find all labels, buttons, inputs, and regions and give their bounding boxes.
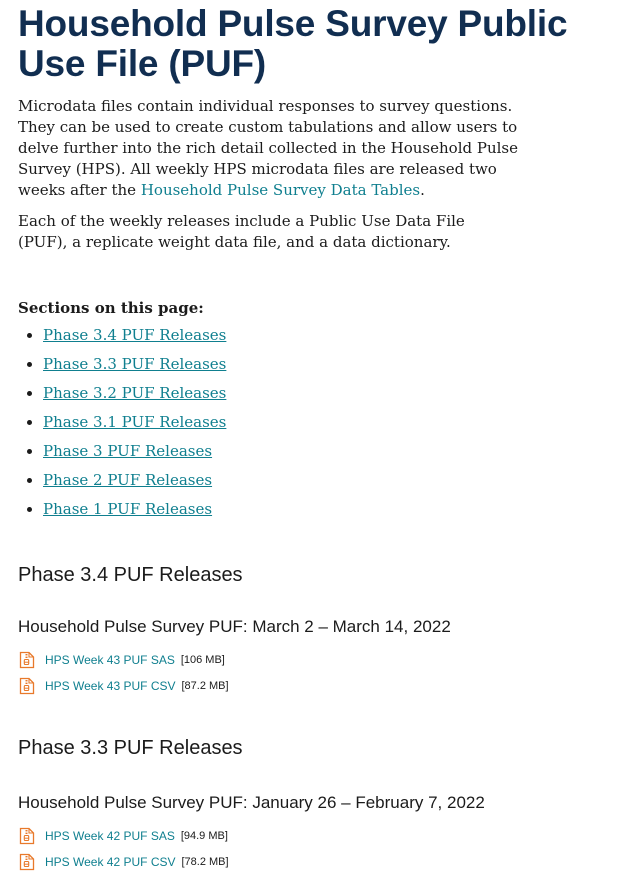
section-link-phase-3-1[interactable]: Phase 3.1 PUF Releases	[43, 413, 227, 431]
release-title: Household Pulse Survey PUF: January 26 – February 7, 2022	[18, 793, 485, 812]
phase-heading: Phase 3.3 PUF Releases	[18, 737, 243, 759]
section-link-item	[43, 354, 620, 383]
release-title: Household Pulse Survey PUF: March 2 – March 14, 2022	[18, 617, 451, 636]
data-tables-link[interactable]: Household Pulse Survey Data Tables	[140, 181, 421, 199]
file-size: [87.2 MB]	[181, 680, 229, 692]
section-link-item	[43, 470, 620, 499]
section-link-phase-3-4[interactable]: Phase 3.4 PUF Releases	[43, 326, 227, 344]
intro	[18, 96, 518, 253]
sections-label: Sections on this page:	[18, 299, 204, 317]
intro-paragraph-1	[18, 96, 518, 201]
intro-period: .	[420, 181, 425, 199]
file-size: [106 MB]	[180, 654, 225, 666]
zip-file-icon	[18, 677, 36, 695]
intro-paragraph-2: Each of the weekly releases include a Public Use Data File (PUF), a replicate weight data file, and a data dictionary.	[18, 212, 465, 251]
zip-file-icon	[18, 827, 36, 845]
section-link-item	[43, 499, 620, 528]
section-link-phase-3-3[interactable]: Phase 3.3 PUF Releases	[43, 355, 227, 373]
phase-heading: Phase 3.4 PUF Releases	[18, 564, 243, 586]
file-row	[18, 673, 620, 699]
file-row	[18, 647, 620, 673]
section-links	[18, 325, 620, 528]
intro-text-1: Microdata files contain individual responses to survey questions. They can be used to create custom tabulations and allow users to delve further into the rich detail collected in the Household Pulse Survey (HPS). All weekly HPS microdata files are released two weeks after the	[18, 97, 518, 199]
zip-file-icon	[18, 651, 36, 669]
download-week-42-sas-link[interactable]: HPS Week 42 PUF SAS	[45, 829, 175, 843]
page-title: Household Pulse Survey Public Use File (PUF)	[18, 3, 568, 84]
download-week-43-csv-link[interactable]: HPS Week 43 PUF CSV	[45, 679, 176, 693]
section-link-phase-2[interactable]: Phase 2 PUF Releases	[43, 471, 213, 489]
download-week-42-csv-link[interactable]: HPS Week 42 PUF CSV	[45, 855, 176, 869]
section-link-phase-1[interactable]: Phase 1 PUF Releases	[43, 500, 213, 518]
section-link-phase-3-2[interactable]: Phase 3.2 PUF Releases	[43, 384, 227, 402]
file-row	[18, 823, 620, 849]
file-row	[18, 849, 620, 875]
file-size: [78.2 MB]	[181, 856, 229, 868]
section-link-item	[43, 383, 620, 412]
section-link-item	[43, 412, 620, 441]
section-link-item	[43, 325, 620, 354]
section-link-phase-3[interactable]: Phase 3 PUF Releases	[43, 442, 213, 460]
zip-file-icon	[18, 853, 36, 871]
section-link-item	[43, 441, 620, 470]
file-size: [94.9 MB]	[180, 830, 228, 842]
download-week-43-sas-link[interactable]: HPS Week 43 PUF SAS	[45, 653, 175, 667]
